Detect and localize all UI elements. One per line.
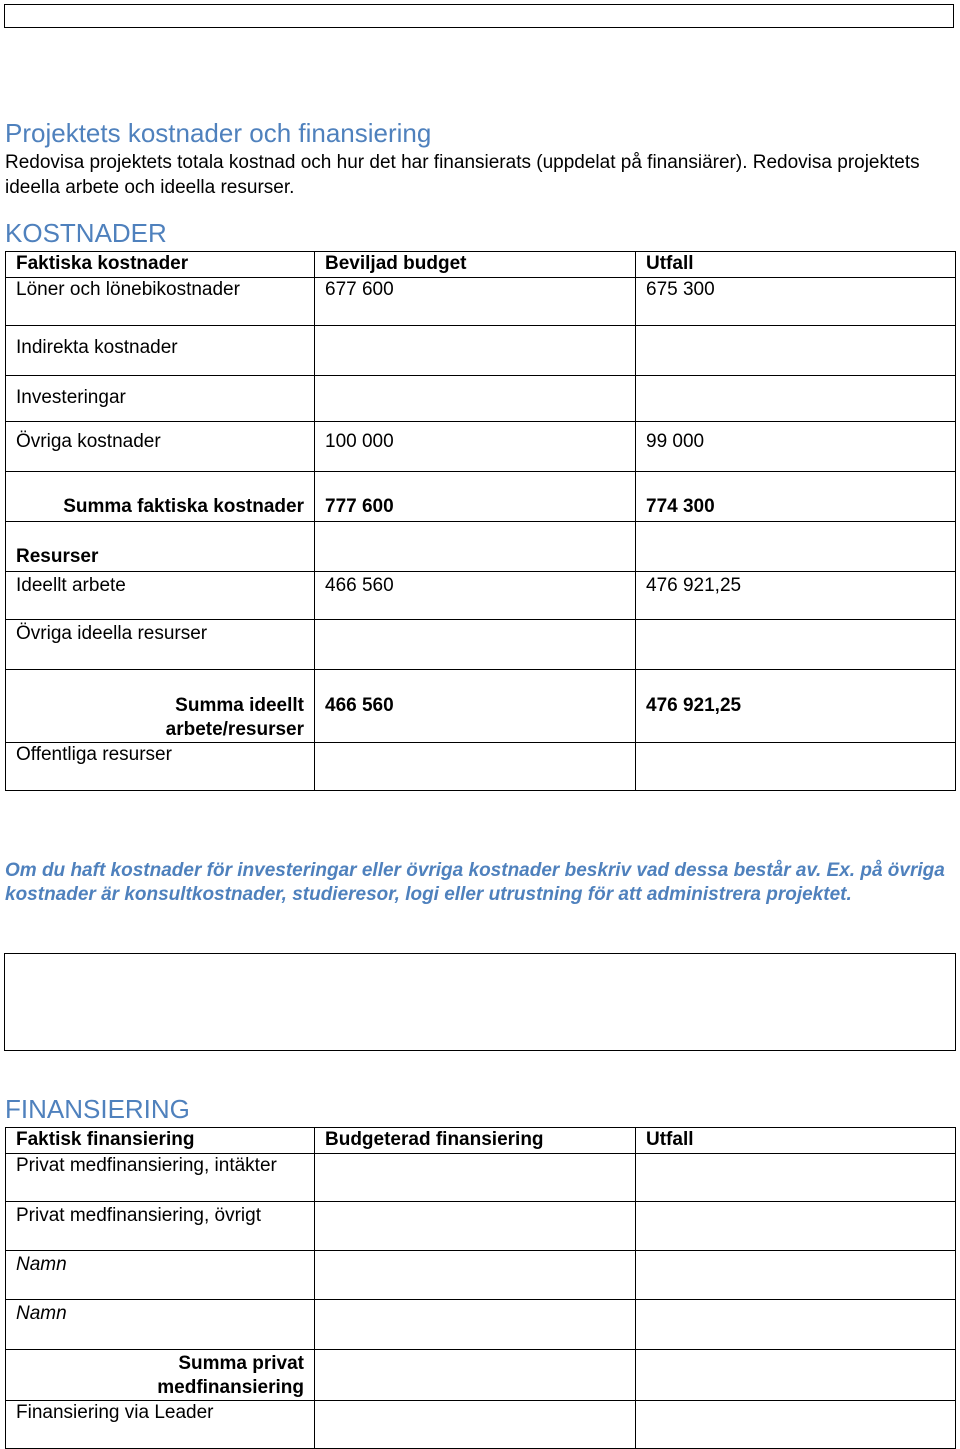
table-row xyxy=(6,522,956,572)
header-faktisk-finansiering: Faktisk finansiering xyxy=(6,1128,315,1154)
beviljad-loner[interactable]: 677 600 xyxy=(315,278,636,326)
row-label-ovrigt: Privat medfinansiering, övrigt xyxy=(6,1202,315,1251)
header-utfall: Utfall xyxy=(636,252,956,278)
utfall-namn-1[interactable] xyxy=(636,1251,956,1300)
intro-text: Redovisa projektets totala kostnad och hur det har finansierats (uppdelat på finansiärer). Redovisa projektets ideella arbete och ideella resurser. xyxy=(5,152,920,198)
finansiering-table xyxy=(5,1127,956,1449)
row-label-leader: Finansiering via Leader xyxy=(6,1401,315,1449)
table-row xyxy=(6,422,956,472)
finansiering-header-row xyxy=(6,1128,956,1154)
utfall-summa-faktiska: 774 300 xyxy=(636,472,956,522)
table-row xyxy=(6,1251,956,1300)
table-row xyxy=(6,1202,956,1251)
beviljad-ovriga-ideella[interactable] xyxy=(315,620,636,670)
top-empty-box xyxy=(4,4,954,28)
header-utfall: Utfall xyxy=(636,1128,956,1154)
utfall-intakter[interactable] xyxy=(636,1154,956,1202)
row-label-intakter: Privat medfinansiering, intäkter xyxy=(6,1154,315,1202)
table-row xyxy=(6,572,956,620)
page-title: Projektets kostnader och finansiering xyxy=(5,118,432,148)
table-row xyxy=(6,278,956,326)
table-row xyxy=(6,743,956,791)
row-label-ovriga: Övriga kostnader xyxy=(6,422,315,472)
header-beviljad-budget: Beviljad budget xyxy=(315,252,636,278)
utfall-ovriga-ideella[interactable] xyxy=(636,620,956,670)
row-label-summa-faktiska: Summa faktiska kostnader xyxy=(6,472,315,522)
utfall-ovriga[interactable]: 99 000 xyxy=(636,422,956,472)
utfall-ovrigt[interactable] xyxy=(636,1202,956,1251)
header-budgeterad-finansiering: Budgeterad finansiering xyxy=(315,1128,636,1154)
row-label-ovriga-ideella: Övriga ideella resurser xyxy=(6,620,315,670)
header-faktiska-kostnader: Faktiska kostnader xyxy=(6,252,315,278)
row-label-resurser: Resurser xyxy=(6,522,315,572)
beviljad-ovriga[interactable]: 100 000 xyxy=(315,422,636,472)
budget-namn-2[interactable] xyxy=(315,1300,636,1350)
table-row xyxy=(6,1300,956,1350)
beviljad-summa-ideellt: 466 560 xyxy=(315,670,636,743)
row-label-indirekta: Indirekta kostnader xyxy=(6,326,315,376)
row-label-summa-privat: Summa privat medfinansiering xyxy=(6,1350,315,1401)
table-row xyxy=(6,1401,956,1449)
table-row xyxy=(6,472,956,522)
utfall-offentliga[interactable] xyxy=(636,743,956,791)
row-label-ideellt: Ideellt arbete xyxy=(6,572,315,620)
description-textarea[interactable] xyxy=(4,953,956,1051)
table-row xyxy=(6,326,956,376)
table-row xyxy=(6,1154,956,1202)
beviljad-resurser[interactable] xyxy=(315,522,636,572)
utfall-summa-privat xyxy=(636,1350,956,1401)
utfall-namn-2[interactable] xyxy=(636,1300,956,1350)
budget-leader[interactable] xyxy=(315,1401,636,1449)
table-row xyxy=(6,670,956,743)
utfall-loner[interactable]: 675 300 xyxy=(636,278,956,326)
kostnader-table xyxy=(5,251,956,791)
beviljad-indirekta[interactable] xyxy=(315,326,636,376)
budget-intakter[interactable] xyxy=(315,1154,636,1202)
row-label-namn-1: Namn xyxy=(6,1251,315,1300)
kostnader-header-row xyxy=(6,252,956,278)
utfall-leader[interactable] xyxy=(636,1401,956,1449)
beviljad-summa-faktiska: 777 600 xyxy=(315,472,636,522)
beviljad-ideellt[interactable]: 466 560 xyxy=(315,572,636,620)
section-title-kostnader: KOSTNADER xyxy=(5,218,167,248)
beviljad-investeringar[interactable] xyxy=(315,376,636,422)
budget-ovrigt[interactable] xyxy=(315,1202,636,1251)
row-label-offentliga: Offentliga resurser xyxy=(6,743,315,791)
row-label-investeringar: Investeringar xyxy=(6,376,315,422)
utfall-resurser[interactable] xyxy=(636,522,956,572)
row-label-loner: Löner och lönebikostnader xyxy=(6,278,315,326)
instruction-note: Om du haft kostnader för investeringar eller övriga kostnader beskriv vad dessa består av. Ex. på övriga kostnader är konsultkostnader, studieresor, logi eller utrustning för att administrera projektet. xyxy=(5,860,945,905)
utfall-summa-ideellt: 476 921,25 xyxy=(636,670,956,743)
beviljad-offentliga[interactable] xyxy=(315,743,636,791)
utfall-investeringar[interactable] xyxy=(636,376,956,422)
utfall-indirekta[interactable] xyxy=(636,326,956,376)
budget-namn-1[interactable] xyxy=(315,1251,636,1300)
row-label-namn-2: Namn xyxy=(6,1300,315,1350)
row-label-summa-ideellt: Summa ideellt arbete/resurser xyxy=(6,670,315,743)
table-row xyxy=(6,376,956,422)
section-title-finansiering: FINANSIERING xyxy=(5,1094,190,1124)
budget-summa-privat xyxy=(315,1350,636,1401)
utfall-ideellt[interactable]: 476 921,25 xyxy=(636,572,956,620)
table-row xyxy=(6,620,956,670)
table-row xyxy=(6,1350,956,1401)
